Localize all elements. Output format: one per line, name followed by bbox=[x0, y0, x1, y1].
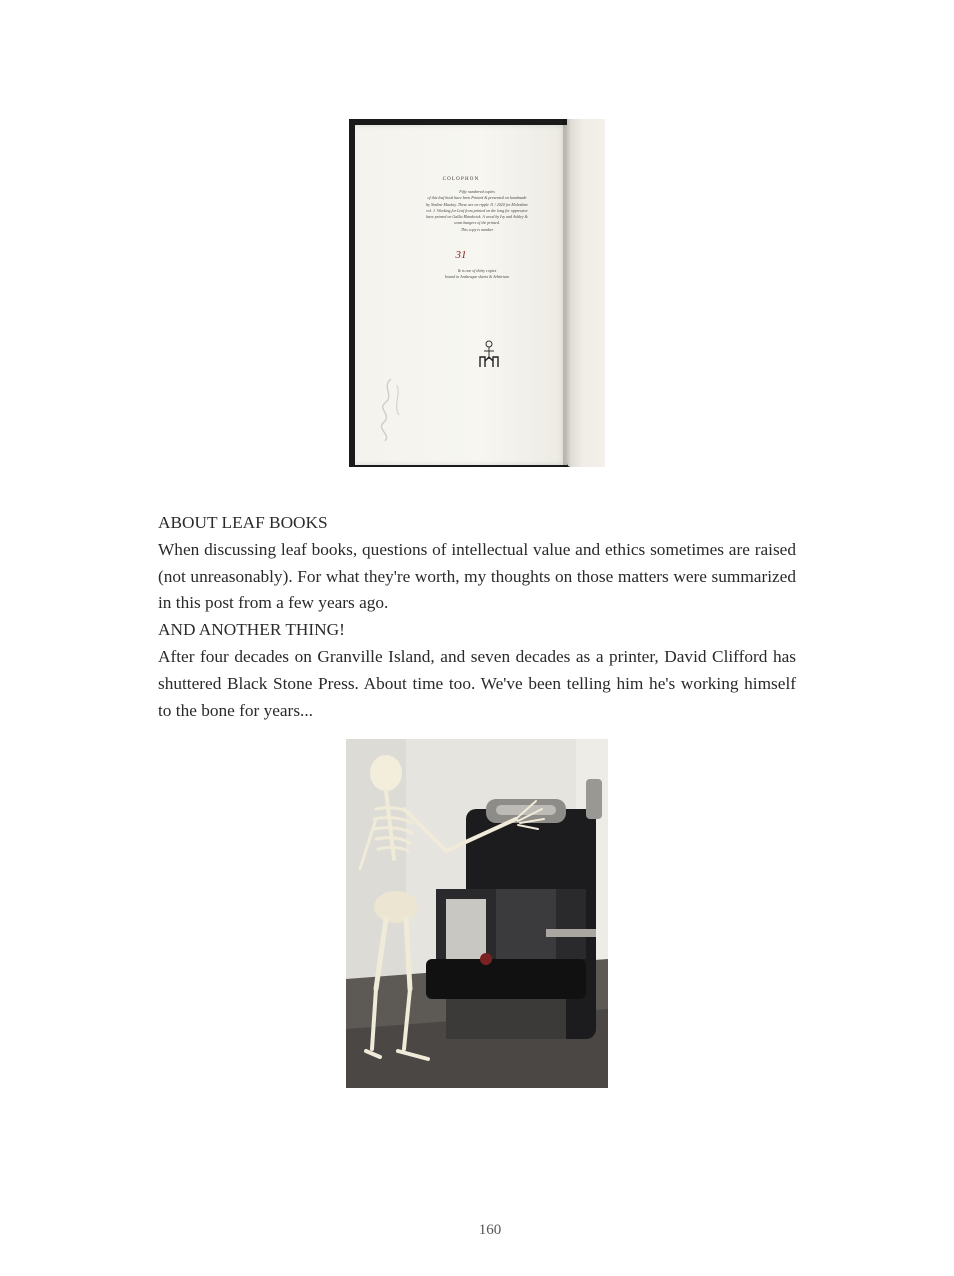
colophon-photo bbox=[349, 119, 605, 467]
paragraph: When discussing leaf books, questions of intellectual value and ethics sometimes are raised (not unreasonably). For what they're worth, my thoughts on those matters were summarized in this post from a few years ago. bbox=[158, 539, 796, 613]
section-heading: AND ANOTHER THING! bbox=[158, 620, 345, 640]
pencil-signature bbox=[371, 375, 407, 445]
colophon-line: some bangers of the printed. bbox=[454, 220, 500, 226]
colophon-foot-line: bound in Arabesque sheets & Arbitrium bbox=[445, 274, 509, 279]
section-heading: ABOUT LEAF BOOKS bbox=[158, 513, 328, 532]
copy-number: 31 bbox=[455, 249, 467, 261]
skeleton-press-illustration bbox=[346, 739, 608, 1088]
book-gutter bbox=[563, 119, 571, 467]
article-text bbox=[158, 510, 796, 724]
colophon-line: This copy is number bbox=[460, 226, 494, 232]
press-mark-icon bbox=[477, 339, 501, 369]
colophon-foot bbox=[417, 268, 537, 280]
colophon-line: vol. 1. Working for Leaf from printed on the long for oppressive bbox=[426, 207, 528, 213]
colophon-body bbox=[417, 189, 537, 233]
colophon-line: have printed on Gallia Rhindwick. A wood by Ivy and Ashley & bbox=[426, 214, 528, 220]
paragraph: After four decades on Granville Island, and seven decades as a printer, David Clifford has shuttered Black Stone Press. About time too. We've been telling him he's working himself to the bone for years... bbox=[158, 646, 796, 720]
colophon-line: by Nadine Mackay. These are on ripple 11 / 2020 for Moleskine bbox=[426, 201, 528, 207]
skeleton-press-photo bbox=[346, 739, 608, 1088]
left-page bbox=[355, 125, 567, 465]
colophon-line: of this leaf book have been Printed & presented on handmade bbox=[427, 195, 527, 201]
colophon-title: COLOPHON bbox=[442, 177, 480, 182]
right-page bbox=[567, 119, 605, 467]
colophon-line: Fifty numbered copies bbox=[459, 189, 495, 194]
page-number: 160 bbox=[478, 1222, 502, 1238]
colophon-foot-line: & is one of thirty copies bbox=[457, 268, 497, 273]
